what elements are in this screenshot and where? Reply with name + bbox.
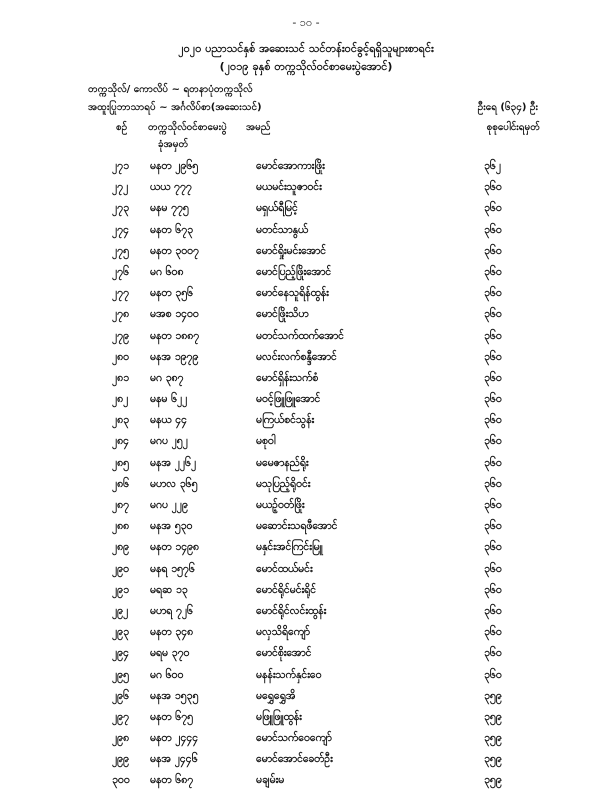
row-reg-number: မနတ ၂၉၆၅: [150, 160, 199, 172]
row-marks: ၃၅၉: [484, 753, 502, 766]
row-number: ၂၉၈: [112, 732, 130, 745]
row-number: ၂၉၁: [112, 583, 129, 596]
row-name: မတင်သက်ထက်အောင်: [256, 329, 344, 342]
table-row: [0, 605, 612, 626]
row-reg-number: မနယ ၄၄: [150, 414, 188, 427]
row-reg-number: မနမ ၆၂၂: [150, 393, 188, 406]
row-name: မောင်အောကားဖြိုး: [256, 160, 325, 172]
table-row: [0, 732, 612, 753]
table-row: [0, 330, 612, 351]
table-row: [0, 393, 612, 414]
row-name: မောင်ရိုင်မင်းရိုင်: [256, 583, 317, 596]
row-reg-number: မဂ ၆၀၈: [150, 265, 184, 278]
row-number: ၂၇၂: [112, 181, 129, 194]
table-row: [0, 245, 612, 266]
row-number: ၂၇၃: [112, 202, 129, 215]
row-number: ၂၇၄: [112, 223, 129, 236]
row-marks: ၃၆၀: [484, 604, 502, 617]
row-name: မနန်းသက်နှင်းဝေ: [256, 668, 322, 681]
row-number: ၂၈၀: [112, 350, 130, 363]
row-name: မောင်ရှိန်းသက်စံ: [256, 371, 319, 384]
row-marks: ၃၆၀: [484, 626, 502, 639]
table-row: [0, 774, 612, 795]
row-name: မောင်နေသူရိန်ထွန်း: [256, 287, 329, 300]
row-marks: ၃၆၂: [484, 160, 501, 172]
table-row: [0, 541, 612, 562]
row-number: ၂၈၉: [112, 541, 130, 554]
row-marks: ၃၅၉: [484, 732, 502, 745]
row-name: မဆောင်းသရဖီအောင်: [256, 520, 338, 533]
table-row: [0, 435, 612, 456]
row-number: ၂၇၅: [112, 244, 129, 257]
row-number: ၂၇၁: [112, 160, 129, 172]
university-line: တက္ကသိုလ်/ ကောလိပ် ~ ရတနာပုံတက္ကသိုလ်: [88, 84, 253, 95]
subject-line: အထူးပြုဘာသာရပ် ~ အင်္ဂလိပ်စာ(အဆေးသင်): [88, 102, 262, 113]
row-marks: ၃၅၉: [484, 689, 502, 702]
row-name: မယဉ့်ဝတ်ဖြိုး: [256, 499, 305, 511]
table-row: [0, 266, 612, 287]
row-marks: ၃၆၀: [484, 265, 502, 278]
row-name: မောင်သက်ဝေကျော်: [256, 732, 332, 745]
row-reg-number: မအစ ၁၄၀၀: [150, 308, 199, 321]
row-name: မရှယ်ရီမြင့်: [256, 202, 298, 215]
row-number: ၂၈၃: [112, 414, 130, 427]
row-name: မောင်ထယ်မင်း: [256, 562, 313, 575]
row-name: မလင်းလက်စန္ဒီအောင်: [256, 350, 337, 363]
row-number: ၃၀၀: [112, 774, 130, 787]
row-marks: ၃၆၀: [484, 562, 502, 575]
row-reg-number: မနတ ၃၄၈: [150, 626, 194, 639]
table-row: [0, 160, 612, 181]
row-reg-number: မနတ ၁၈၈၇: [150, 329, 200, 342]
row-number: ၂၉၉: [112, 753, 129, 766]
table-row: [0, 520, 612, 541]
row-number: ၂၈၄: [112, 435, 130, 448]
row-reg-number: မနရ ၁၅၇၆: [150, 562, 195, 575]
row-reg-number: မနတ ၆၈၇: [150, 774, 194, 787]
table-row: [0, 690, 612, 711]
row-name: မောင်ဖြိုးသိဟ: [256, 308, 309, 321]
row-reg-number: မနအ ၂၄၄၆: [150, 753, 198, 766]
row-marks: ၃၆၀: [484, 223, 502, 236]
row-name: မောင်ပြည့်ဖြိုးအောင်: [256, 265, 332, 278]
row-number: ၂၇၆: [112, 265, 129, 278]
row-marks: ၃၆၀: [484, 329, 502, 342]
row-marks: ၃၅၉: [484, 710, 502, 723]
table-row: [0, 478, 612, 499]
row-marks: ၃၆၀: [484, 456, 502, 469]
row-number: ၂၇၈: [112, 308, 130, 321]
row-number: ၂၇၉: [112, 329, 129, 342]
row-marks: ၃၆၀: [484, 202, 502, 215]
row-number: ၂၉၃: [112, 626, 129, 639]
row-name: မောင်ရှိုးမင်းအောင်: [256, 244, 327, 257]
table-row: [0, 457, 612, 478]
row-reg-number: မနတ ၆၇၃: [150, 223, 194, 236]
row-name: မရွှေရွှေအိ: [256, 689, 296, 702]
row-number: ၂၉၂: [112, 604, 129, 617]
row-marks: ၃၆၀: [484, 583, 502, 596]
table-row: [0, 308, 612, 329]
row-reg-number: မဂ ၆၀၀: [150, 668, 184, 681]
row-marks: ၃၆၀: [484, 668, 502, 681]
column-header-no: စဉ်: [116, 122, 128, 133]
row-number: ၂၈၇: [112, 499, 130, 511]
row-reg-number: မနတ ၂၄၄၄: [150, 732, 199, 745]
table-row: [0, 287, 612, 308]
column-header-name: အမည်: [246, 122, 271, 133]
table-row: [0, 753, 612, 774]
row-reg-number: မဂ ၃၈၇: [150, 371, 184, 384]
row-number: ၂၉၇: [112, 710, 129, 723]
row-number: ၂၈၂: [112, 393, 129, 406]
row-reg-number: မဂပ ၂၅၂: [150, 435, 188, 448]
row-marks: ၃၆၀: [484, 287, 502, 300]
table-row: [0, 224, 612, 245]
row-marks: ၃၆၀: [484, 181, 502, 194]
row-name: မစုဝါ: [256, 435, 276, 448]
row-reg-number: မနမ ၇၇၅: [150, 202, 189, 215]
row-reg-number: မနတ ၁၄၉၈: [150, 541, 200, 554]
table-row: [0, 499, 612, 520]
row-name: မကြယ်စင်သွန်း: [256, 414, 315, 427]
page-title: ၂၀၂၀ ပညာသင်နှစ် အဆေးသင် သင်တန်းဝင်ခွင့်ရရှိသူများစာရင်း: [178, 42, 434, 55]
row-marks: ၃၆၀: [484, 477, 502, 490]
row-reg-number: မနအ ၂၂၆၂: [150, 456, 197, 469]
page-subtitle: (၂၀၁၉ ခုနှစ် တက္ကသိုလ်ဝင်စာမေးပွဲအောင်): [219, 60, 393, 73]
row-number: ၂၈၈: [112, 520, 130, 533]
row-number: ၂၉၄: [112, 647, 129, 660]
row-marks: ၃၆၀: [484, 244, 502, 257]
table-row: [0, 181, 612, 202]
table-row: [0, 372, 612, 393]
table-row: [0, 669, 612, 690]
results-table: [0, 160, 612, 796]
row-name: မောင်ရိုင်လင်းထွန်း: [256, 604, 327, 617]
row-marks: ၃၆၀: [484, 647, 502, 660]
row-number: ၂၇၇: [112, 287, 129, 300]
row-marks: ၃၆၀: [484, 541, 502, 554]
table-row: [0, 414, 612, 435]
row-reg-number: မဟရ ၇၂၆: [150, 604, 193, 617]
table-row: [0, 563, 612, 584]
row-number: ၂၈၆: [112, 477, 130, 490]
table-row: [0, 351, 612, 372]
row-reg-number: မနအ ၅၃၀: [150, 520, 193, 533]
table-row: [0, 626, 612, 647]
column-header-reg: တက္ကသိုလ်ဝင်စာမေးပွဲ: [148, 122, 227, 133]
row-name: မောင်စိုးအောင်: [256, 647, 312, 660]
row-reg-number: မရမ ၃၇၀: [150, 647, 190, 660]
row-number: ၂၉၀: [112, 562, 129, 575]
row-name: မဝင့်ဖြူဖြူအောင်: [256, 393, 321, 406]
page-number: - ၁၀ -: [292, 16, 320, 29]
row-marks: ၃၆၀: [484, 414, 502, 427]
table-row: [0, 202, 612, 223]
row-reg-number: ယယ ၇၇၇: [150, 181, 192, 194]
row-marks: ၃၆၀: [484, 350, 502, 363]
row-reg-number: မဟလ ၃၆၅: [150, 477, 198, 490]
row-name: မတင်သာနွယ်: [256, 223, 309, 236]
row-name: မသုပြည့်ရိုဝင်း: [256, 477, 311, 490]
row-marks: ၃၆၀: [484, 520, 502, 533]
row-marks: ၃၆၀: [484, 371, 502, 384]
row-number: ၂၉၅: [112, 668, 129, 681]
row-name: မယမင်းသူဇာဝင်း: [256, 181, 322, 194]
row-reg-number: မရဆ ၁၃: [150, 583, 188, 596]
row-name: မချမ်းမ: [256, 774, 285, 787]
total-count: ဦးရေ (၆၃၄) ဦး: [477, 102, 538, 113]
row-reg-number: မနတ ၃၅၆: [150, 287, 194, 300]
table-row: [0, 711, 612, 732]
row-marks: ၃၆၀: [484, 435, 502, 448]
row-reg-number: မဂပ ၂၂၉: [150, 499, 188, 511]
row-number: ၂၉၆: [112, 689, 129, 702]
row-marks: ၃၆၀: [484, 393, 502, 406]
column-header-marks: စုစုပေါင်းရမှတ်: [486, 122, 540, 133]
row-name: မလှသိရိကျော်: [256, 626, 310, 639]
row-number: ၂၈၅: [112, 456, 130, 469]
row-name: မောင်အောင်ခေတ်ဦး: [256, 753, 333, 766]
row-reg-number: မနအ ၁၅၃၅: [150, 689, 199, 702]
row-marks: ၃၆၀: [484, 499, 502, 511]
row-marks: ၃၅၉: [484, 774, 502, 787]
row-name: မဖြူဖြူထွန်း: [256, 710, 302, 723]
row-name: မမေဇာနည်ရိုး: [256, 456, 309, 469]
row-reg-number: မနတ ၃၀၀၇: [150, 244, 199, 257]
row-number: ၂၈၁: [112, 371, 130, 384]
row-reg-number: မနအ ၁၉၇၉: [150, 350, 199, 363]
column-header-reg-line2: ခုံအမှတ်: [158, 139, 189, 150]
row-reg-number: မနတ ၆၇၅: [150, 710, 194, 723]
table-row: [0, 647, 612, 668]
row-marks: ၃၆၀: [484, 308, 502, 321]
row-name: မနှင်းအင်ကြင်းမြူ: [256, 541, 323, 554]
table-row: [0, 584, 612, 605]
